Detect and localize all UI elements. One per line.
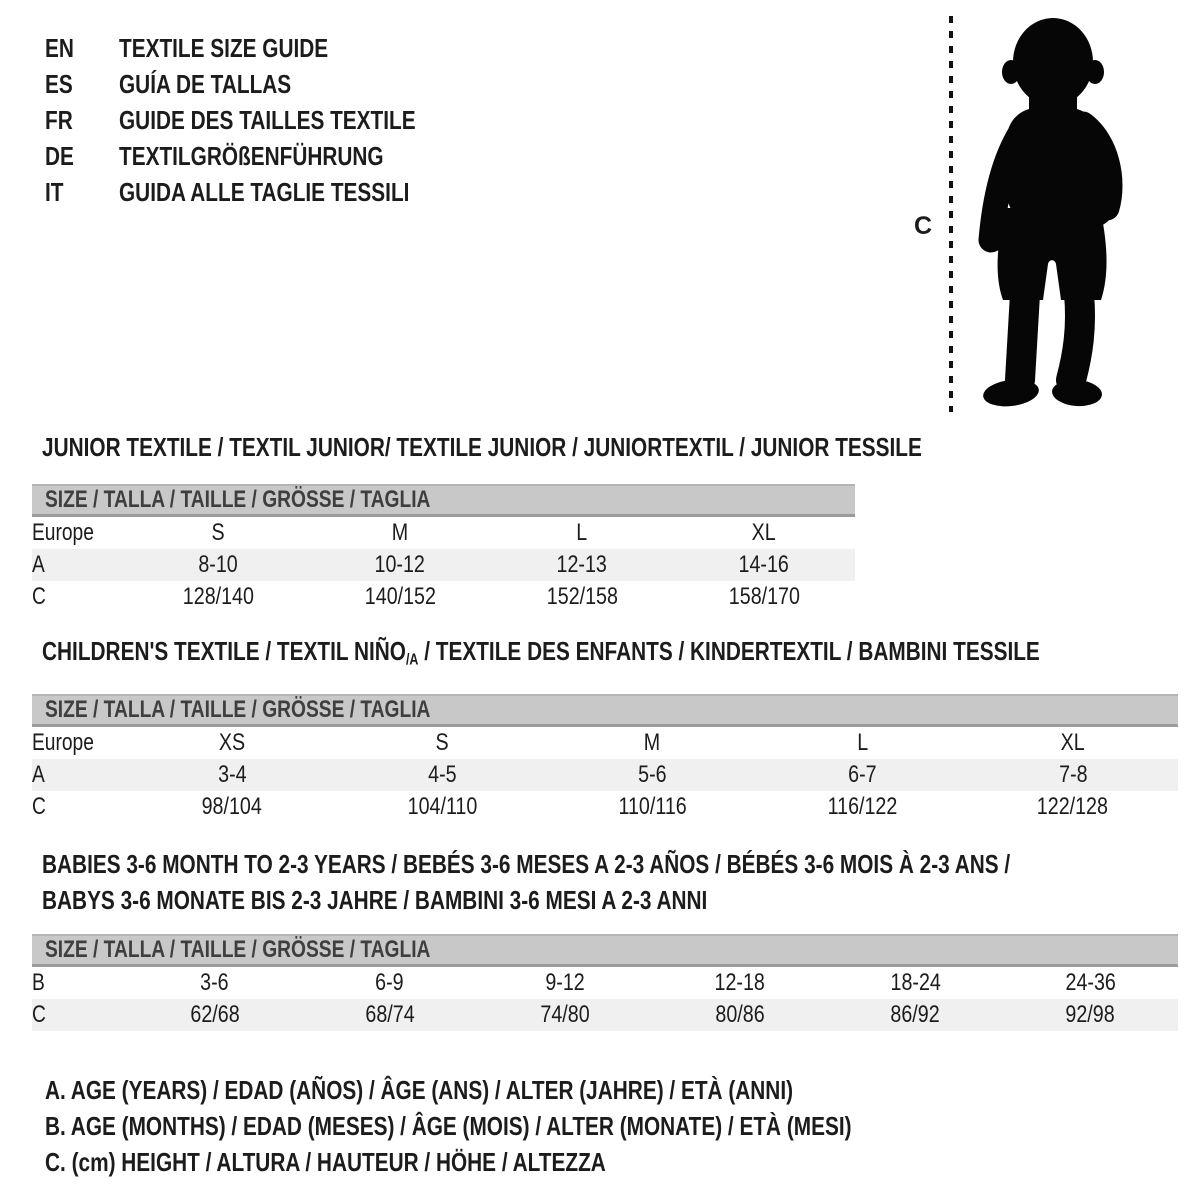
- row-label: Europe: [32, 729, 94, 756]
- height-value: 74/80: [540, 1001, 590, 1028]
- children-size-table: [32, 694, 1178, 823]
- table-row-europe: [32, 516, 855, 550]
- height-value: 92/98: [1065, 1001, 1116, 1028]
- legend-line-b: [45, 1108, 1053, 1144]
- size-value: XL: [1060, 729, 1085, 756]
- height-value: 68/74: [365, 1001, 415, 1028]
- babies-section-heading: [42, 846, 1200, 918]
- size-value: S: [211, 519, 225, 546]
- junior-section-heading: [42, 433, 1142, 461]
- language-row-de: [45, 138, 490, 174]
- babies-heading-line-1: BABIES 3-6 MONTH TO 2-3 YEARS / BEBÉS 3-6 MESES A 2-3 AÑOS / BÉBÉS 3-6 MOIS À 2-3 ANS /: [42, 849, 1011, 879]
- row-label: C: [32, 793, 46, 820]
- height-value: 128/140: [182, 583, 254, 610]
- language-code: ES: [45, 69, 73, 99]
- height-value: 80/86: [715, 1001, 765, 1028]
- babies-heading-line-2: BABYS 3-6 MONATE BIS 2-3 JAHRE / BAMBINI 3-6 MESI A 2-3 ANNI: [42, 885, 708, 915]
- height-value: 116/122: [827, 793, 898, 820]
- size-header-bar: [32, 485, 855, 516]
- language-row-fr: [45, 102, 490, 138]
- row-label: A: [32, 761, 45, 788]
- table-row-europe: [32, 726, 1178, 760]
- height-value: 62/68: [189, 1001, 240, 1028]
- size-header-text: SIZE / TALLA / TAILLE / GRÖSSE / TAGLIA: [45, 696, 431, 723]
- legend-line-c-text: C. (cm) HEIGHT / ALTURA / HAUTEUR / HÖHE / ALTEZZA: [45, 1147, 606, 1177]
- language-row-it: [45, 174, 490, 210]
- children-heading-text: [42, 637, 1040, 675]
- height-value: 98/104: [201, 793, 263, 820]
- language-title: TEXTILGRÖßENFÜHRUNG: [119, 141, 384, 171]
- age-value: 14-16: [738, 551, 790, 578]
- age-value: 6-7: [848, 761, 877, 788]
- legend-line-c: [45, 1144, 1053, 1180]
- age-value: 7-8: [1058, 761, 1088, 788]
- age-value: 18-24: [890, 969, 941, 996]
- language-row-es: [45, 66, 490, 102]
- row-label: Europe: [32, 519, 94, 546]
- babies-size-table: [32, 934, 1178, 1031]
- height-value: 158/170: [728, 583, 800, 610]
- size-value: L: [857, 729, 869, 756]
- height-value: 122/128: [1037, 793, 1109, 820]
- legend-line-a-text: A. AGE (YEARS) / EDAD (AÑOS) / ÂGE (ANS) / ALTER (JAHRE) / ETÀ (ANNI): [45, 1075, 794, 1105]
- children-heading-subscript: /A: [405, 651, 419, 669]
- table-row-age-years: [32, 549, 855, 581]
- height-label-c: C: [914, 212, 933, 240]
- table-row-height-cm: [32, 581, 855, 613]
- table-row-height-cm: [32, 791, 1178, 823]
- size-header-text: SIZE / TALLA / TAILLE / GRÖSSE / TAGLIA: [45, 936, 431, 963]
- size-value: M: [391, 519, 409, 546]
- age-value: 10-12: [374, 551, 426, 578]
- children-section-heading: [42, 636, 1200, 669]
- age-value: 3-6: [200, 969, 229, 996]
- age-value: 24-36: [1065, 969, 1116, 996]
- language-title: GUIDA ALLE TAGLIE TESSILI: [119, 177, 410, 207]
- age-value: 12-13: [556, 551, 608, 578]
- size-value: M: [644, 729, 661, 756]
- children-heading-rest: / TEXTILE DES ENFANTS / KINDERTEXTIL / BAMBINI TESSILE: [418, 636, 1040, 666]
- age-value: 9-12: [545, 969, 585, 996]
- legend-line-a: [45, 1072, 1053, 1108]
- measure-legend: [45, 1072, 1053, 1180]
- size-header-bar: [32, 935, 1178, 966]
- size-header-text: SIZE / TALLA / TAILLE / GRÖSSE / TAGLIA: [45, 486, 431, 513]
- children-heading-main: CHILDREN'S TEXTILE / TEXTIL NIÑO: [42, 636, 406, 666]
- language-title: GUIDE DES TAILLES TEXTILE: [119, 105, 416, 135]
- size-header-bar: [32, 695, 1178, 726]
- height-value: 140/152: [364, 583, 436, 610]
- size-value: XL: [751, 519, 777, 546]
- language-title: GUÍA DE TALLAS: [119, 69, 292, 99]
- language-code: DE: [45, 141, 74, 171]
- height-value: 110/116: [618, 793, 687, 820]
- age-value: 4-5: [428, 761, 457, 788]
- size-value: XS: [218, 729, 246, 756]
- height-value: 152/158: [546, 583, 618, 610]
- age-value: 5-6: [638, 761, 667, 788]
- legend-line-b-text: B. AGE (MONTHS) / EDAD (MESES) / ÂGE (MOIS) / ALTER (MONATE) / ETÀ (MESI): [45, 1111, 852, 1141]
- table-row-height-cm: [32, 999, 1178, 1031]
- age-value: 12-18: [714, 969, 766, 996]
- age-value: 8-10: [198, 551, 238, 578]
- toddler-silhouette: [982, 18, 1110, 409]
- table-row-age-months: [32, 966, 1178, 1000]
- junior-size-table: [32, 484, 855, 613]
- row-label: C: [32, 1001, 46, 1028]
- table-row-age-years: [32, 759, 1178, 791]
- language-code: IT: [45, 177, 64, 207]
- language-code: FR: [45, 105, 73, 135]
- language-title: TEXTILE SIZE GUIDE: [119, 33, 329, 63]
- height-value: 104/110: [407, 793, 478, 820]
- junior-heading-text: JUNIOR TEXTILE / TEXTIL JUNIOR/ TEXTILE JUNIOR / JUNIORTEXTIL / JUNIOR TESSILE: [42, 432, 922, 462]
- height-value: 86/92: [890, 1001, 940, 1028]
- language-row-en: [45, 30, 490, 66]
- age-value: 3-4: [217, 761, 247, 788]
- age-value: 6-9: [375, 969, 404, 996]
- row-label: B: [32, 969, 45, 996]
- language-title-list: [45, 30, 490, 210]
- row-label: C: [32, 583, 46, 610]
- size-value: S: [435, 729, 449, 756]
- language-code: EN: [45, 33, 74, 63]
- row-label: A: [32, 551, 45, 578]
- size-value: L: [576, 519, 588, 546]
